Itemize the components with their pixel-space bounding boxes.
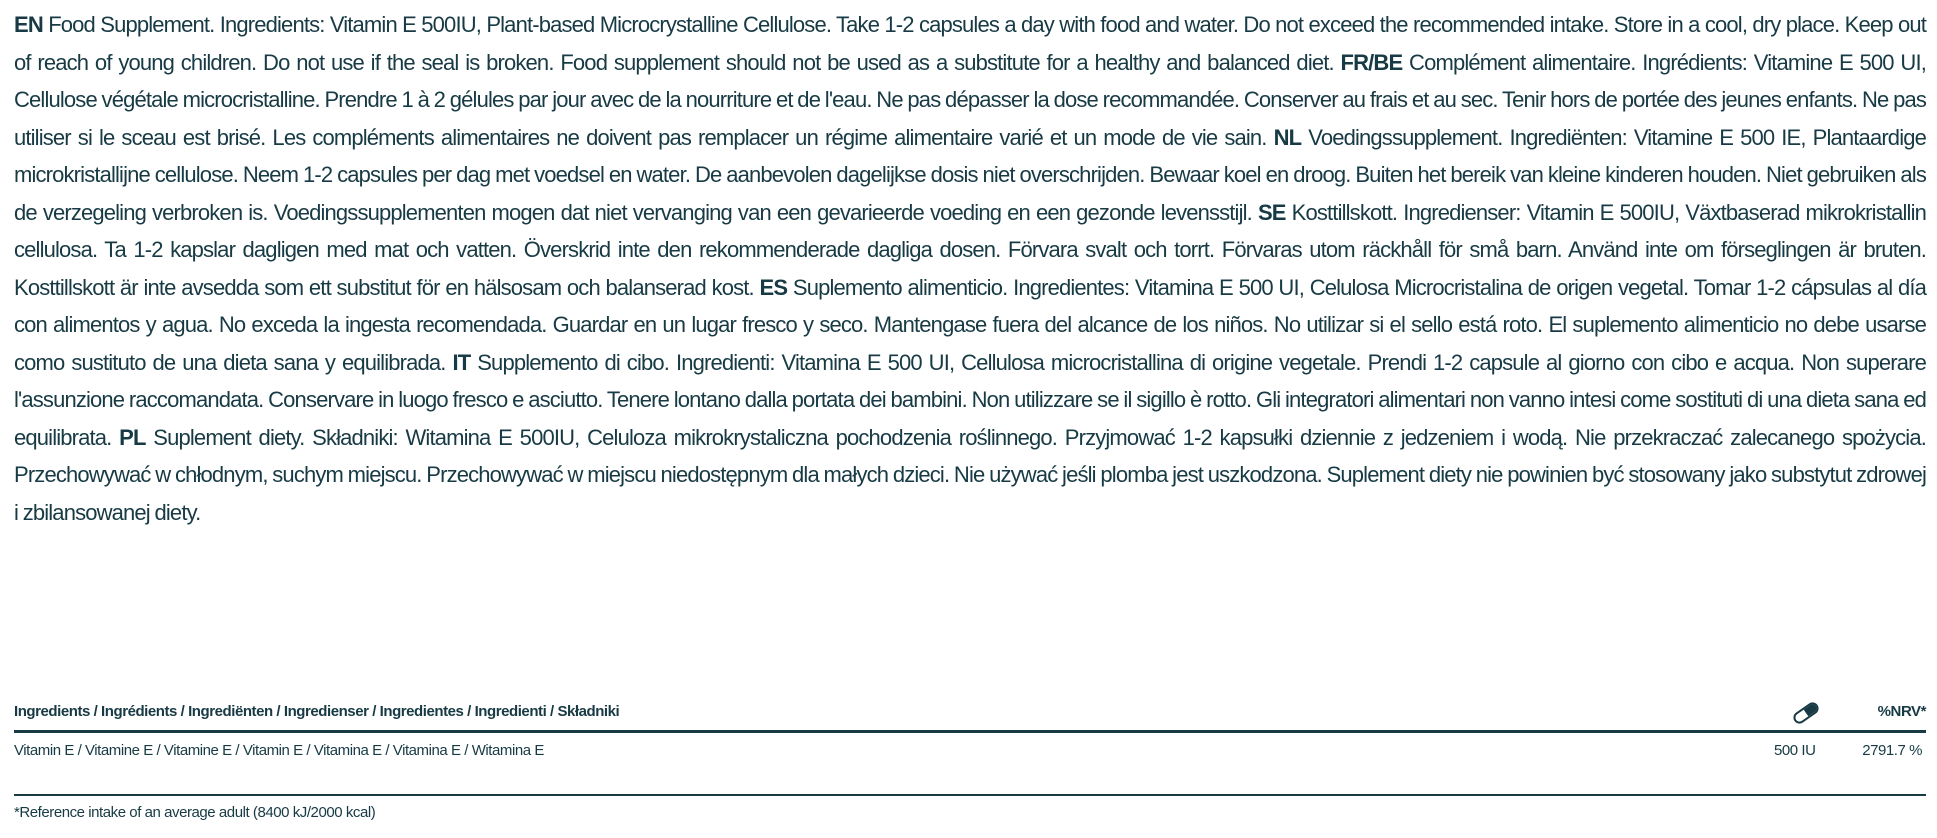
multilingual-label-text bbox=[14, 6, 1926, 531]
table-row bbox=[14, 740, 1926, 766]
lang-code-nl: NL bbox=[1273, 124, 1302, 150]
lang-code-es: ES bbox=[759, 274, 788, 300]
lang-text-pl: Suplement diety. Składniki: Witamina E 500IU, Celuloza mikrokrystaliczna pochodzenia roślinnego. Przyjmować 1-2 kapsułki dziennie z jedzeniem i wodą. Nie przekraczać zalecanego spożycia. Przechowywać w chłodnym, suchym miejscu. Przechowywać w miejscu niedostępnym dla małych dzieci. Nie używać jeśli plomba jest uszkodzona. Suplement diety nie powinien być stosowany jako substytut zdrowej i zbilansowanej diety. bbox=[14, 424, 1926, 525]
header-nrv: %NRV* bbox=[1877, 703, 1926, 720]
lang-code-se: SE bbox=[1257, 199, 1286, 225]
lang-text-it: Supplemento di cibo. Ingredienti: Vitamina E 500 UI, Cellulosa microcristallina di origine vegetale. Prendi 1-2 capsule al giorno con cibo e acqua. Non superare l'assunzione raccomandata. Conservare in luogo fresco e asciutto. Tenere lontano dalla portata dei bambini. Non utilizzare se il sigillo è rotto. Gli integratori alimentari non vanno intesi come sostituti di una dieta sana ed equilibrata. bbox=[14, 349, 1926, 450]
table-header-divider bbox=[14, 730, 1926, 733]
header-ingredients: Ingredients / Ingrédients / Ingrediënten / Ingredienser / Ingredientes / Ingredienti / Składniki bbox=[14, 703, 620, 720]
lang-text-se: Kosttillskott. Ingredienser: Vitamin E 500IU, Växtbaserad mikrokristallin cellulosa. Ta 1-2 kapslar dagligen med mat och vatten. Överskrid inte den rekommenderade dagliga dosen. Förvara svalt och torrt. Förvaras utom räckhåll för små barn. Använd inte om förseglingen är bruten. Kosttillskott är inte avsedda som ett substitut för en hälsosam och balanserad kost. bbox=[14, 199, 1926, 300]
table-bottom-divider bbox=[14, 794, 1926, 796]
lang-text-en: Food Supplement. Ingredients: Vitamin E 500IU, Plant-based Microcrystalline Cellulose. Take 1-2 capsules a day with food and water. Do not exceed the recommended intake. Store in a cool, dry place. Keep out of reach of young children. Do not use if the seal is broken. Food supplement should not be used as a substitute for a healthy and balanced diet. bbox=[14, 12, 1926, 75]
lang-code-pl: PL bbox=[119, 424, 146, 450]
lang-text-es: Suplemento alimenticio. Ingredientes: Vitamina E 500 UI, Celulosa Microcristalina de origen vegetal. Tomar 1-2 cápsulas al día con alimentos y agua. No exceda la ingesta recomendada. Guardar en un lugar fresco y seco. Mantengase fuera del alcance de los niños. No utilizar si el sello está roto. El suplemento alimenticio no debe usarse como sustituto de una dieta sana y equilibrada. bbox=[14, 274, 1927, 375]
ingredient-name: Vitamin E / Vitamine E / Vitamine E / Vitamin E / Vitamina E / Vitamina E / Witamina E bbox=[14, 742, 544, 759]
lang-code-fr-be: FR/BE bbox=[1340, 49, 1403, 75]
lang-code-it: IT bbox=[452, 349, 471, 375]
capsule-icon bbox=[1790, 699, 1822, 727]
nutrition-table-header bbox=[14, 699, 1926, 727]
lang-text-fr-be: Complément alimentaire. Ingrédients: Vitamine E 500 UI, Cellulose végétale microcristalline. Prendre 1 à 2 gélules par jour avec de la nourriture et de l'eau. Ne pas dépasser la dose recommandée. Conserver au frais et au sec. Tenir hors de portée des jeunes enfants. Ne pas utiliser si le sceau est brisé. Les compléments alimentaires ne doivent pas remplacer un régime alimentaire varié et un mode de vie sain. bbox=[14, 49, 1926, 150]
ingredient-nrv: 2791.7 % bbox=[1862, 742, 1922, 759]
reference-intake-footnote: *Reference intake of an average adult (8400 kJ/2000 kcal) bbox=[14, 804, 376, 821]
lang-text-nl: Voedingssupplement. Ingrediënten: Vitamine E 500 IE, Plantaardige microkristallijne cellulose. Neem 1-2 capsules per dag met voedsel en water. De aanbevolen dagelijkse dosis niet overschrijden. Bewaar koel en droog. Buiten het bereik van kleine kinderen houden. Niet gebruiken als de verzegeling verbroken is. Voedingssupplementen mogen dat niet vervanging van een gevarieerde voeding en een gezonde levensstijl. bbox=[14, 124, 1926, 225]
lang-code-en: EN bbox=[14, 12, 43, 37]
ingredient-amount: 500 IU bbox=[1774, 742, 1816, 759]
